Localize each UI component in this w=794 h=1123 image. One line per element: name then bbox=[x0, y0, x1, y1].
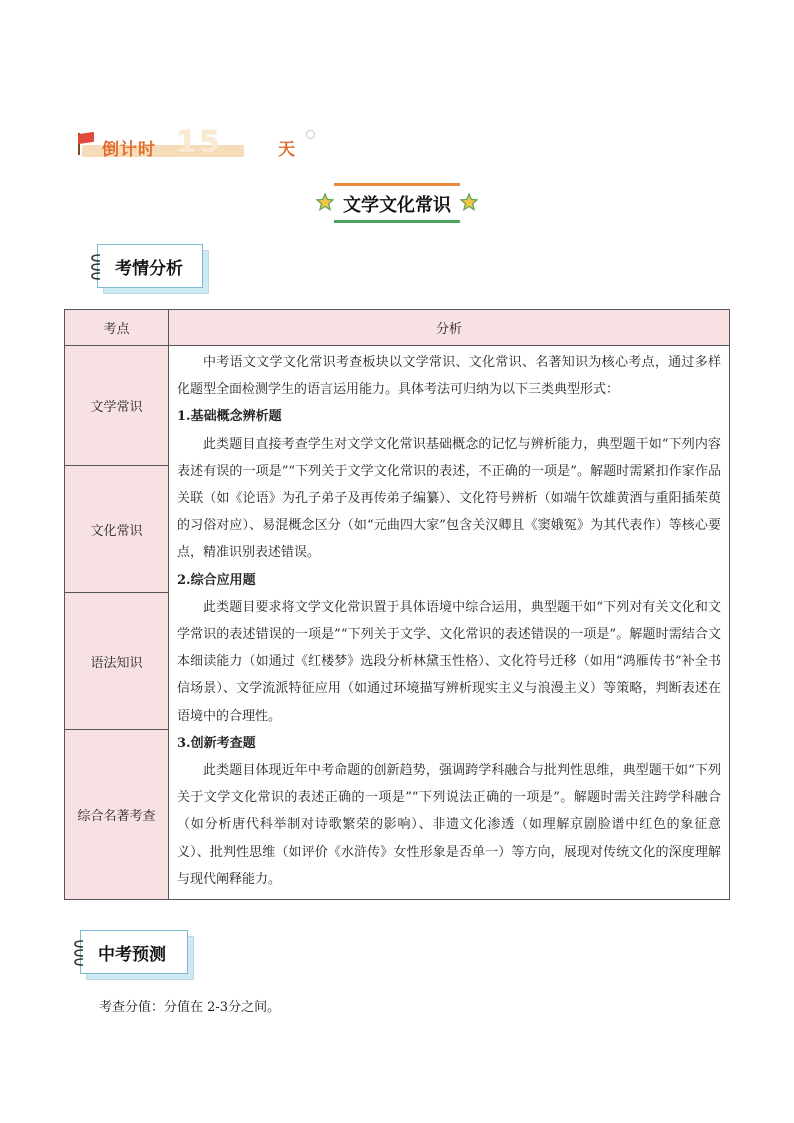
header-fenxi: 分析 bbox=[169, 310, 730, 346]
binder-rings-icon bbox=[91, 252, 103, 282]
analysis-content bbox=[169, 346, 730, 900]
intro-text: 中考语文文学文化常识考查板块以文学常识、文化常识、名著知识为核心考点，通过多样化题型全面检测学生的语言运用能力。具体考法可归纳为以下三类典型形式： bbox=[177, 355, 721, 398]
section-body: 此类题目体现近年中考命题的创新趋势，强调跨学科融合与批判性思维，典型题干如“下列关于文学文化常识的表述正确的一项是”“下列说法正确的一项是”。解题时需关注跨学科融合（如分析唐代科举制对诗歌繁荣的影响）、非遗文化渗透（如理解京剧脸谱中红色的象征意义）、批判性思维（如评价《水浒传》女性形象是否单一）等方向，展现对传统文化的深度理解与现代阐释能力。 bbox=[177, 763, 721, 887]
section-heading: 3.创新考查题 bbox=[177, 735, 256, 751]
title-bottom-line bbox=[334, 220, 460, 223]
table-header-row bbox=[65, 310, 730, 346]
binder-rings-icon bbox=[74, 938, 86, 968]
section-heading: 2.综合应用题 bbox=[177, 572, 256, 588]
tab-analysis-label: 考情分析 bbox=[115, 259, 183, 279]
countdown-prefix: 倒计时 bbox=[102, 140, 156, 160]
category-literature: 文学常识 bbox=[65, 346, 169, 466]
star-icon bbox=[460, 193, 478, 211]
star-icon bbox=[316, 193, 334, 211]
tab-prediction bbox=[80, 930, 188, 974]
flag-icon bbox=[78, 132, 94, 144]
section-body: 此类题目要求将文学文化常识置于具体语境中综合运用，典型题干如“下列对有关文化和文学常识的表述错误的一项是”“下列关于文学、文化常识的表述错误的一项是”。解题时需结合文本细读能力（如通过《红楼梦》选段分析林黛玉性格）、文化符号迁移（如用“鸿雁传书”补全书信场景）、文学流派特征应用（如通过环境描写辨析现实主义与浪漫主义）等策略，判断表述在语境中的合理性。 bbox=[177, 599, 721, 724]
countdown-suffix: 天 bbox=[278, 140, 295, 160]
prediction-text: 考查分值：分值在 2-3分之间。 bbox=[99, 1000, 281, 1015]
tab-analysis bbox=[97, 244, 203, 288]
gear-icon bbox=[306, 130, 315, 139]
section-title-text: 文学文化常识 bbox=[343, 195, 451, 216]
countdown-number: 15 bbox=[176, 125, 222, 160]
section-heading: 1.基础概念辨析题 bbox=[177, 409, 282, 425]
category-culture: 文化常识 bbox=[65, 466, 169, 593]
header-kaodian: 考点 bbox=[65, 310, 169, 346]
countdown-badge bbox=[74, 125, 295, 161]
category-classics: 综合名著考查 bbox=[65, 730, 169, 900]
analysis-table bbox=[64, 309, 730, 900]
section-body: 此类题目直接考查学生对文学文化常识基础概念的记忆与辨析能力，典型题干如“下列内容表述有误的一项是”“下列关于文学文化常识的表述，不正确的一项是”。解题时需紧扣作家作品关联（如《论语》为孔子弟子及再传弟子编纂）、文化符号辨析（如端午饮雄黄酒与重阳插茱萸的习俗对应）、易混概念区分（如“元曲四大家”包含关汉卿且《窦娥冤》为其代表作）等核心要点，精准识别表述错误。 bbox=[177, 436, 721, 561]
tab-prediction-label: 中考预测 bbox=[98, 945, 166, 965]
table-row bbox=[65, 346, 730, 466]
title-top-line bbox=[334, 183, 460, 186]
section-title bbox=[314, 183, 480, 225]
category-grammar: 语法知识 bbox=[65, 593, 169, 730]
